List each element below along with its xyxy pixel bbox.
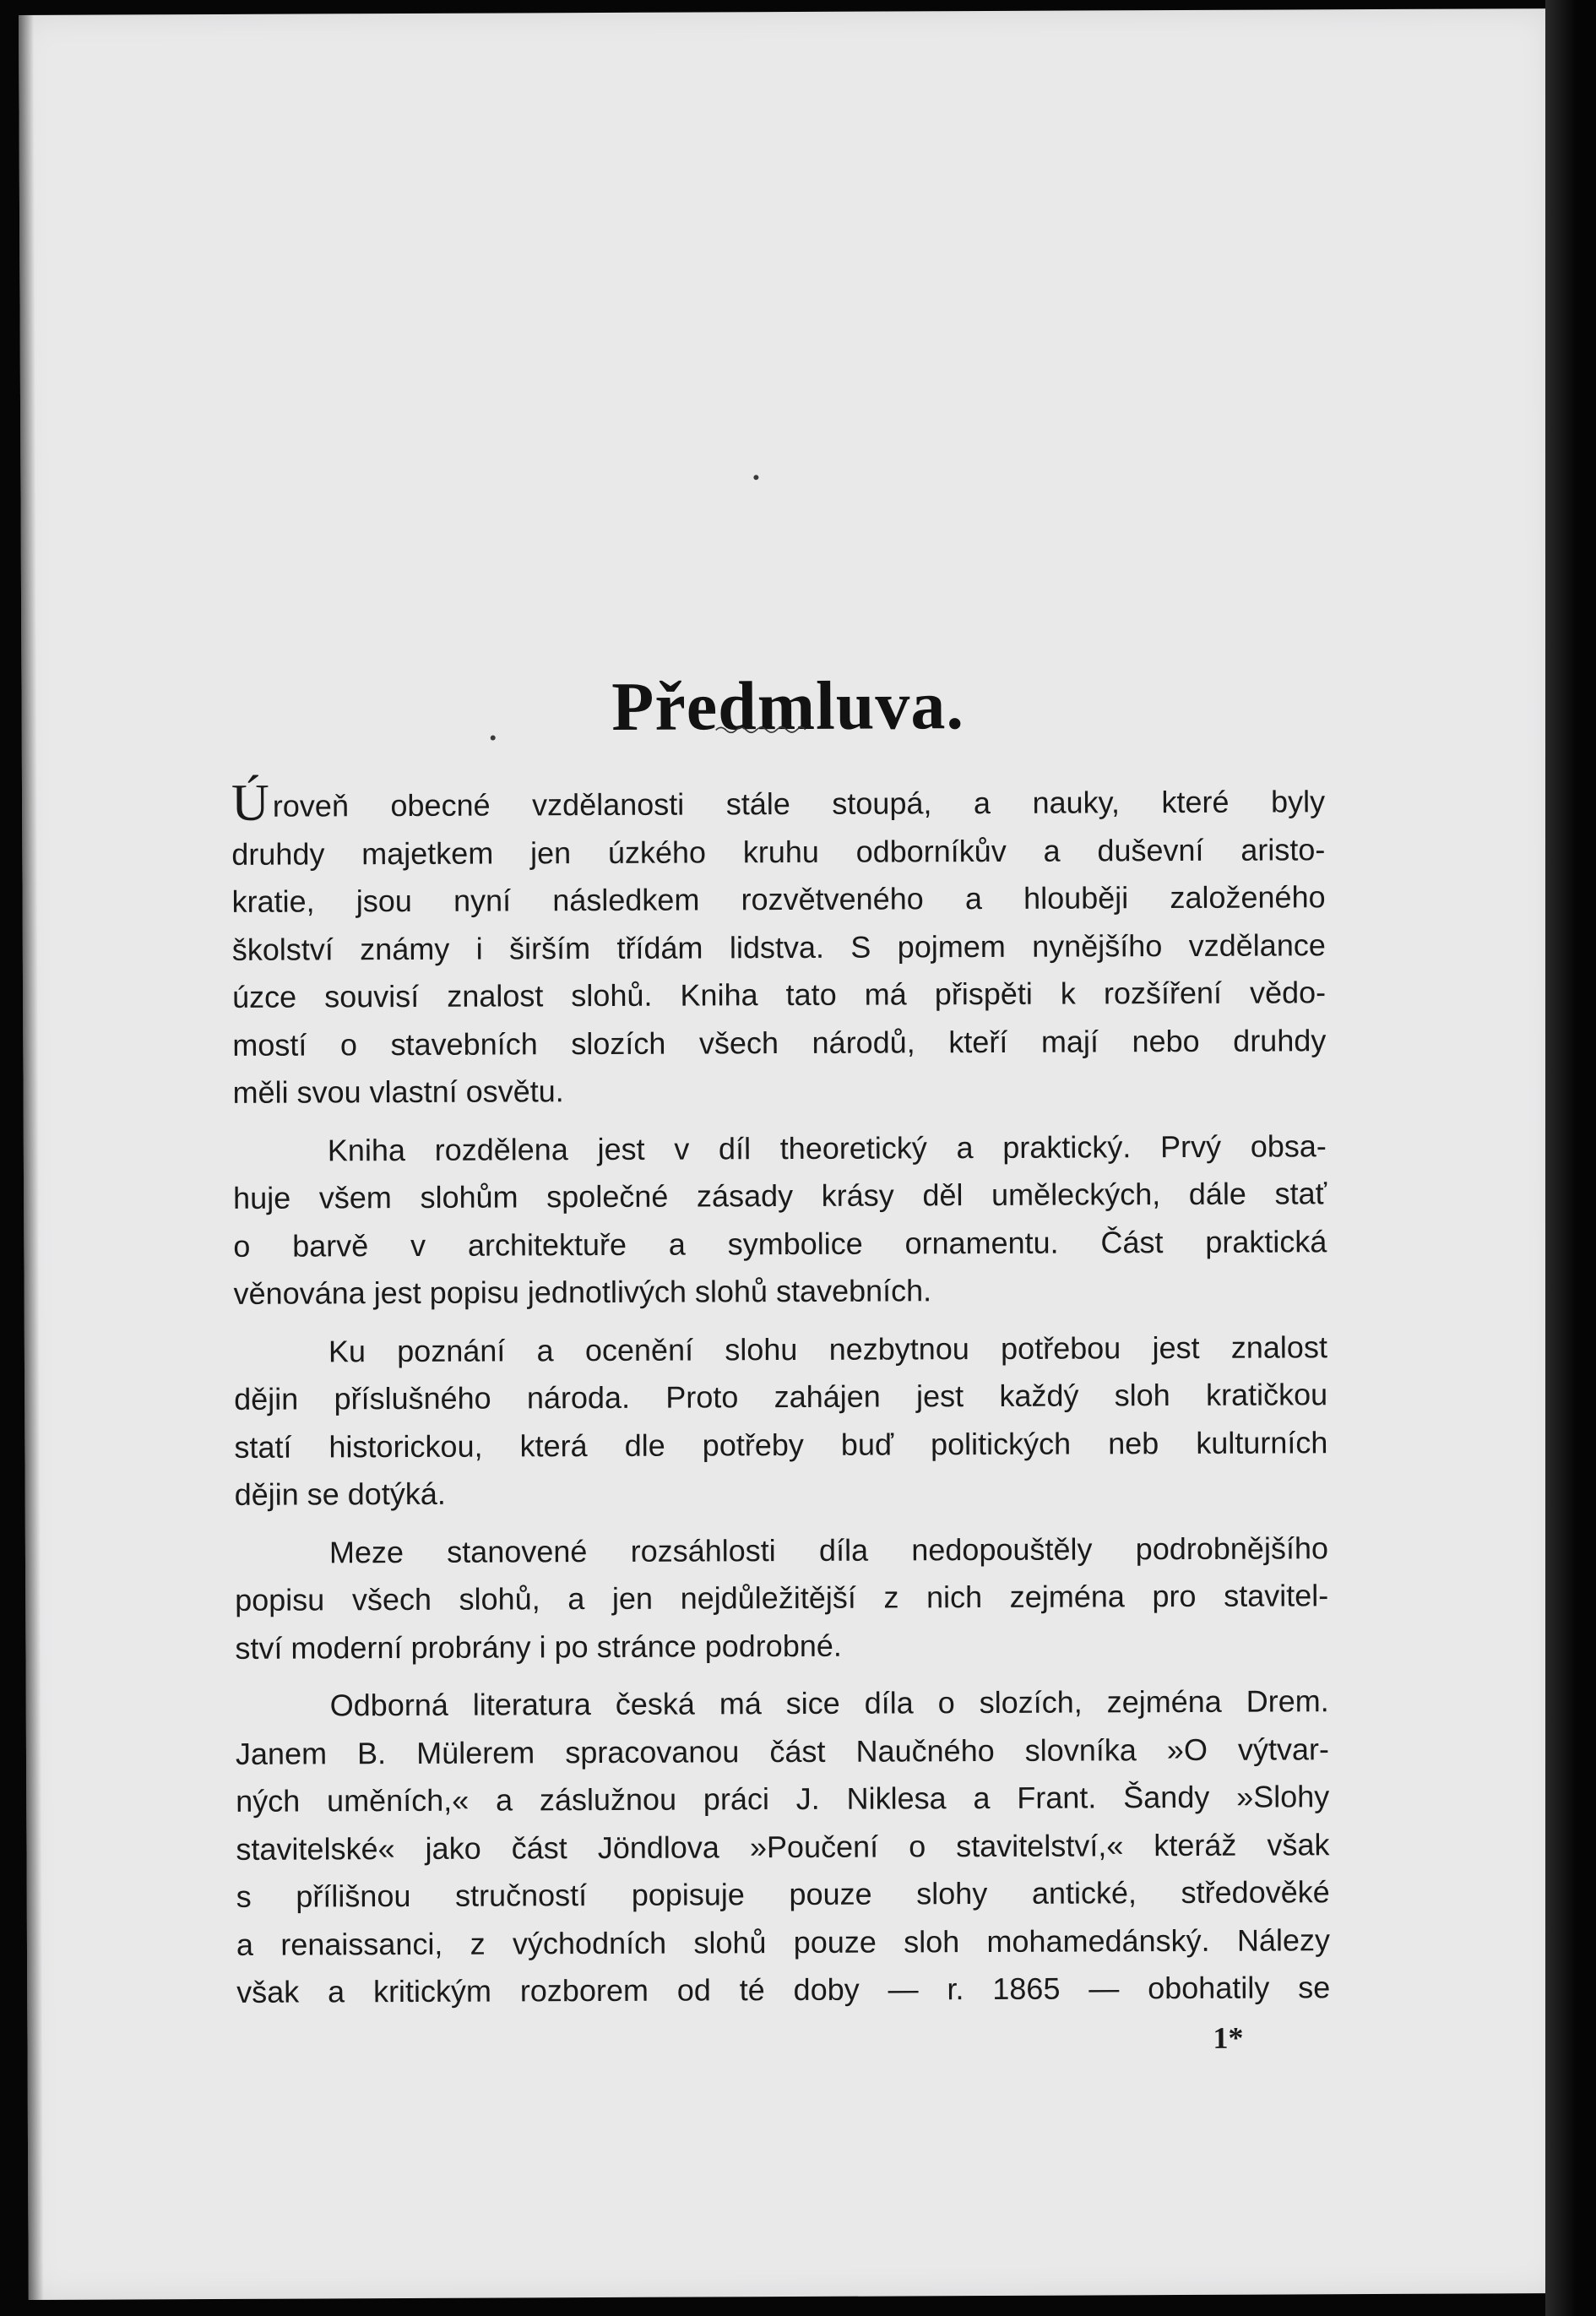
text-line: huje všem slohům společné zásady krásy děl uměleckých, dále stať: [233, 1176, 1327, 1215]
text-line: Ku poznání a ocenění slohu nezbytnou potřebou jest znalost: [328, 1329, 1327, 1368]
text-line: a renaissanci, z východních slohů pouze sloh mohamedánský. Nálezy: [236, 1922, 1331, 1962]
page-signature: 1*: [1213, 2020, 1244, 2055]
text-line: Meze stanovené rozsáhlosti díla nedopouštěly podrobnějšího: [328, 1530, 1329, 1569]
text-line: [231, 774, 1326, 832]
text-line: stavitelské« jako část Jöndlova »Poučení o stavitelství,« kteráž však: [236, 1826, 1330, 1867]
text-line: Kniha rozdělena jest v díl theoretický a praktický. Prvý obsa-: [327, 1128, 1327, 1167]
text-line: Janem B. Mülerem spracovanou část Naučného slovníka »O výtvar-: [235, 1731, 1330, 1771]
text-line: Odborná literatura česká má sice díla o slozích, zejména Drem.: [329, 1683, 1329, 1723]
book-page: [19, 8, 1561, 2300]
text-line: o barvě v architektuře a symbolice ornamentu. Část praktická: [233, 1223, 1327, 1264]
paragraph-2: [233, 1123, 1327, 1318]
preface-body: [231, 774, 1331, 2026]
page-title: Předmluva.: [611, 666, 965, 745]
title-flourish-ornament: [714, 723, 807, 735]
drop-cap: Ú: [231, 774, 270, 832]
paragraph-3: [234, 1324, 1328, 1520]
text-line: ství moderní probrány i po stránce podrobné.: [235, 1628, 842, 1666]
paragraph-5: [236, 1677, 1331, 2016]
speck: [753, 475, 758, 480]
text-line: dějin se dotýká.: [234, 1476, 446, 1512]
text-line: ných uměních,« a záslužnou práci J. Niklesa a Frant. Šandy »Slohy: [236, 1779, 1330, 1819]
text-line: druhdy majetkem jen úzkého kruhu odborníkův a duševní aristo-: [231, 831, 1326, 872]
paragraph-1: [231, 774, 1327, 1117]
text-line: věnována jest popisu jednotlivých slohů stavebních.: [233, 1273, 932, 1311]
text-line: však a kritickým rozborem od té doby — r. 1865 — obohatily se: [236, 1970, 1331, 2009]
text-line: popisu všech slohů, a jen nejdůležitější z nich zejména pro stavitel-: [235, 1578, 1329, 1617]
text-line-content: roveň obecné vzdělanosti stále stoupá, a nauky, které byly: [272, 784, 1326, 824]
text-line: školství známy i širším třídám lidstva. S pojmem nynějšího vzdělance: [231, 927, 1326, 967]
paragraph-4: [235, 1525, 1329, 1672]
text-line: měli svou vlastní osvětu.: [232, 1074, 564, 1110]
text-line: s přílišnou stručností popisuje pouze slohy antické, středověké: [236, 1874, 1330, 1914]
text-line: dějin příslušného národa. Proto zahájen jest každý sloh kratičkou: [234, 1377, 1328, 1416]
text-line: mostí o stavebních slozích všech národů, kteří mají nebo druhdy: [232, 1022, 1327, 1063]
text-line: kratie, jsou nyní následkem rozvětveného a hlouběji založeného: [231, 879, 1326, 919]
text-line: úzce souvisí znalost slohů. Kniha tato má přispěti k rozšíření vědo-: [231, 975, 1327, 1014]
text-line: statí historickou, která dle potřeby buď politických neb kulturních: [234, 1424, 1328, 1465]
scan-right-edge: [1545, 0, 1596, 2316]
